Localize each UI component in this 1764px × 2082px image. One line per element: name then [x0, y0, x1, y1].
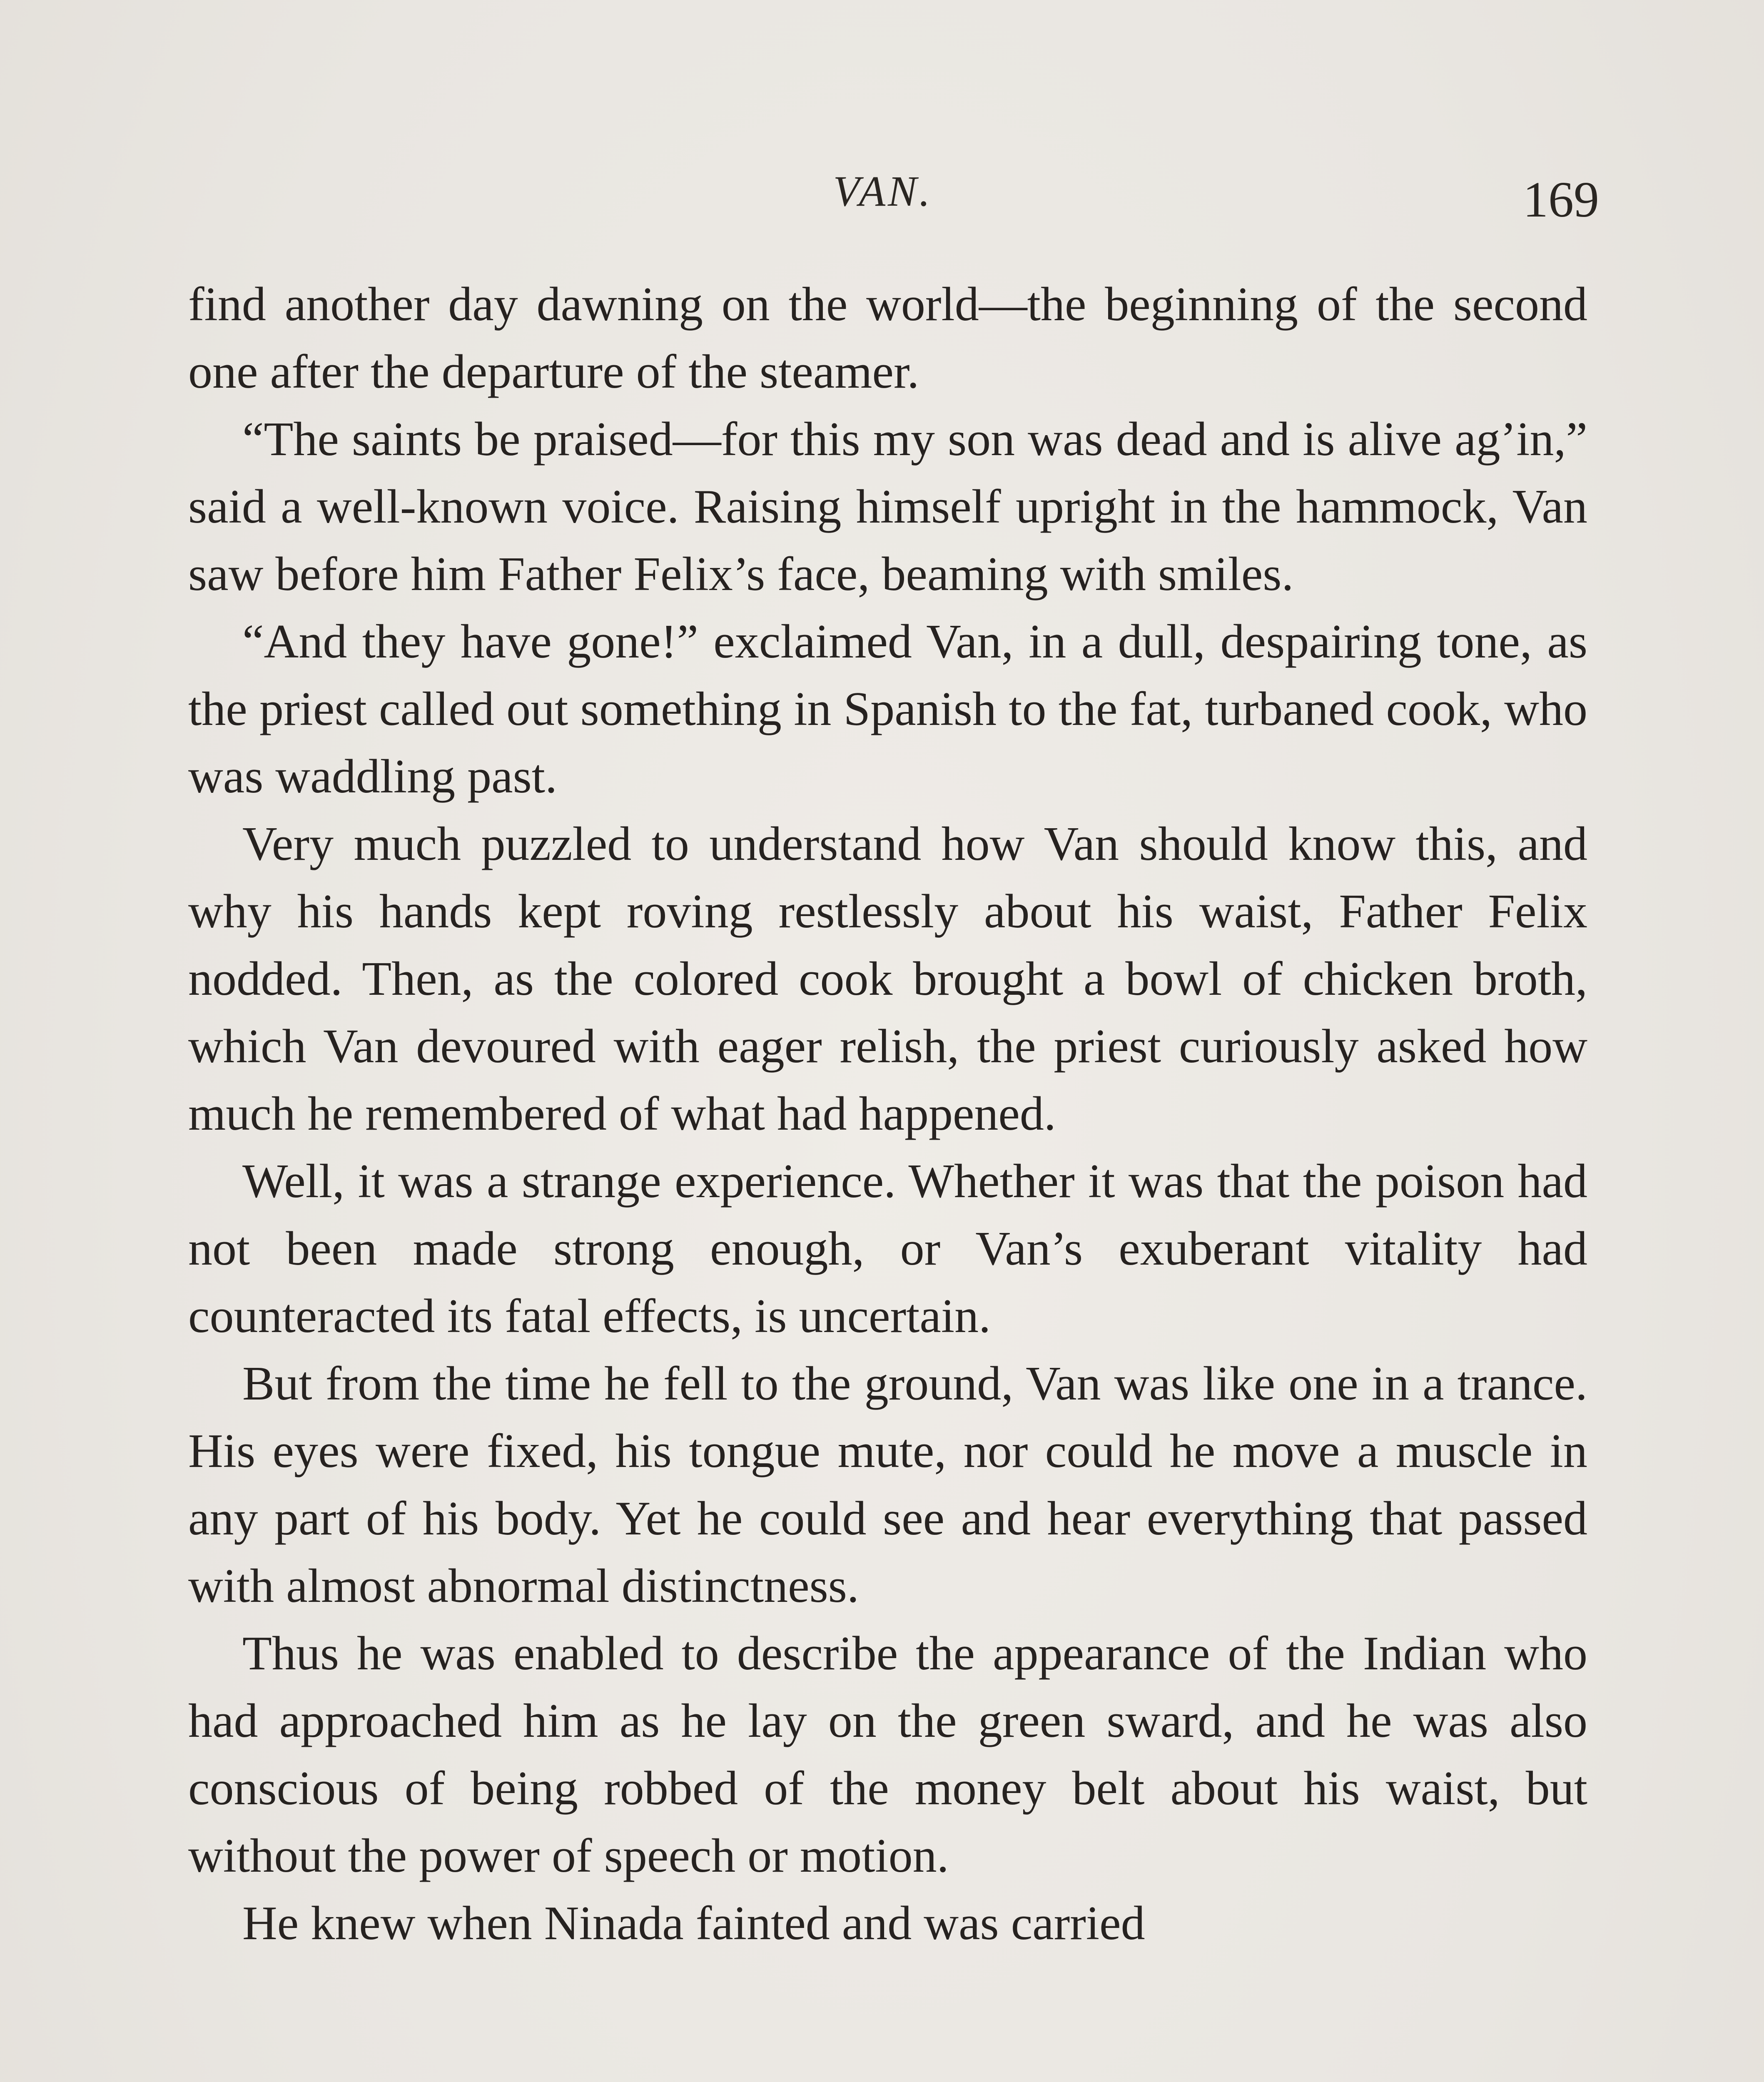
paragraph: But from the time he fell to the ground, Van was like one in a trance. His eyes were fixed, his tongue mute, nor could he move a muscle in any part of his body. Yet he could see and hear everything that passed with almost abnormal distinctness.	[188, 1357, 1587, 1613]
paragraph: Thus he was enabled to describe the appearance of the Indian who had approached him as he lay on the green sward, and he was also conscious of being robbed of the money belt about his waist, but without the power of speech or motion.	[188, 1627, 1587, 1883]
paragraph: Well, it was a strange experience. Whether it was that the poison had not been made strong enough, or Van’s exuberant vitality had counteracted its fatal effects, is uncertain.	[188, 1155, 1587, 1343]
running-title: VAN.	[833, 167, 933, 215]
paragraph: “The saints be praised—for this my son was dead and is alive ag’in,” said a well-known voice. Raising himself upright in the hammock, Van saw before him Father Felix’s face, beaming with smiles.	[188, 413, 1587, 601]
paragraph: Very much puzzled to understand how Van should know this, and why his hands kept roving restlessly about his waist, Father Felix nodded. Then, as the colored cook brought a bowl of chicken broth, which Van devoured with eager relish, the priest curiously asked how much he remembered of what had happened.	[188, 817, 1587, 1141]
body-text	[188, 271, 1587, 1957]
running-head	[0, 167, 1764, 228]
paragraph-continuation: find another day dawning on the world—the beginning of the second one after the departure of the steamer.	[188, 278, 1587, 398]
paragraph-last-line: He knew when Ninada fainted and was carried	[242, 1897, 1145, 1950]
paragraph: “And they have gone!” exclaimed Van, in a dull, despairing tone, as the priest called out something in Spanish to the fat, turbaned cook, who was waddling past.	[188, 615, 1587, 803]
page-number: 169	[1523, 172, 1599, 228]
